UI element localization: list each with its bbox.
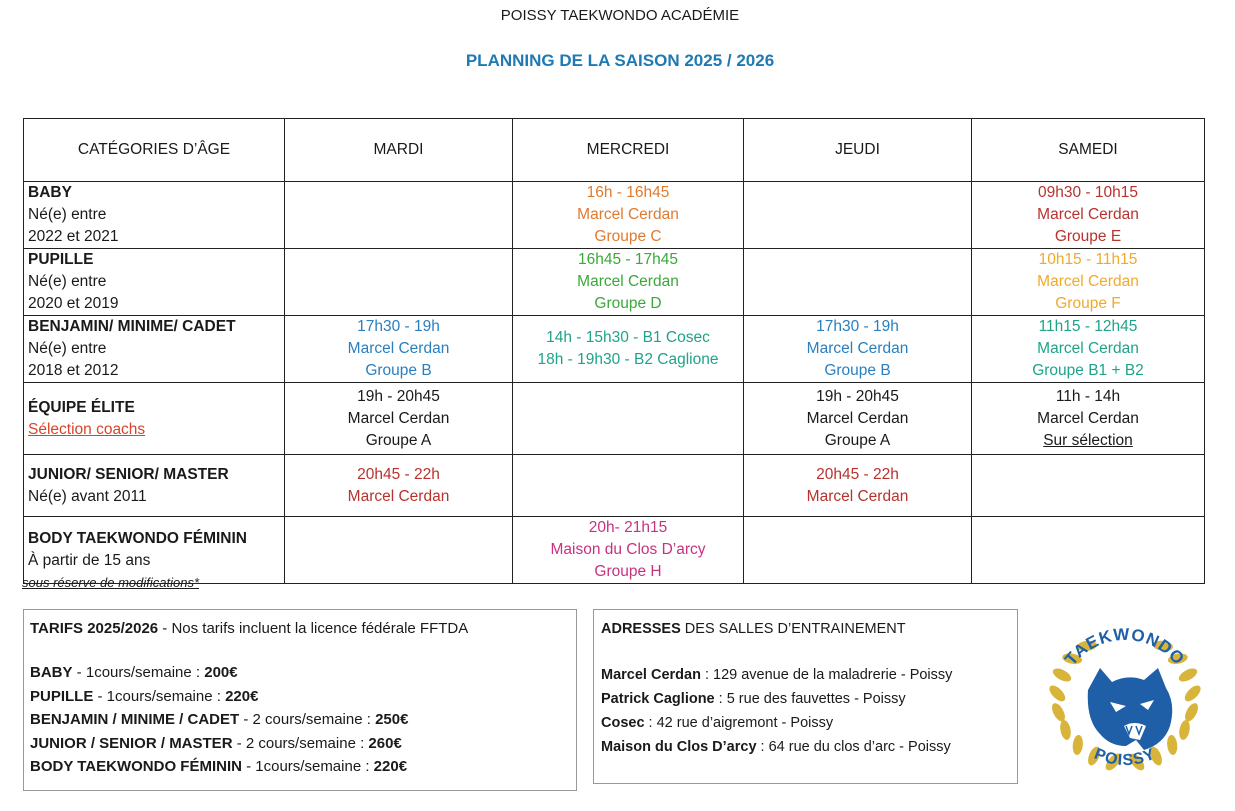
taekwondo-logo [1040,622,1210,782]
category-name: ÉQUIPE ÉLITE [28,398,135,416]
disclaimer-note: sous réserve de modifications* [22,575,200,590]
header-mardi: MARDI [285,119,513,182]
slot-samedi [972,316,1205,383]
slot-mercredi [513,182,744,249]
category-detail: 2018 et 2012 [28,362,119,379]
header-categories: CATÉGORIES D’ÂGE [24,119,285,182]
slot-time: 11h15 - 12h45 [1038,318,1138,335]
table-row-body-taekwondo-feminin [24,517,1205,584]
slot-time: 20h45 - 22h [357,465,440,483]
slot-info: Marcel Cerdan [806,409,909,427]
adresses-title: ADRESSES DES SALLES D’ENTRAINEMENT [601,621,906,637]
slot-info: Groupe B1 + B2 [1032,362,1144,379]
category-cell [24,383,285,455]
slot-samedi [972,383,1205,455]
slot-samedi [972,517,1205,584]
slot-info: Marcel Cerdan [577,273,679,290]
slot-mardi [285,455,513,517]
slot-mercredi [513,383,744,455]
slot-samedi [972,182,1205,249]
slot-time: 17h30 - 19h [357,318,440,335]
category-detail: Né(e) entre [28,340,107,357]
tarif-row: BODY TAEKWONDO FÉMININ - 1cours/semaine : 220€ [30,758,408,775]
slot-info: Sur sélection [1043,431,1133,449]
slot-info: Groupe D [594,295,662,312]
slot-info: Groupe E [1054,228,1122,245]
slot-time: 09h30 - 10h15 [1038,184,1138,201]
slot-time: 19h - 20h45 [357,387,440,405]
selection-coachs-link[interactable]: Sélection coachs [28,420,146,438]
slot-info: Marcel Cerdan [577,206,679,223]
slot-mercredi [513,249,744,316]
tarif-row: BENJAMIN / MINIME / CADET - 2 cours/semaine : 250€ [30,711,409,728]
table-row-baby [24,182,1205,249]
slot-info: Groupe H [594,563,662,580]
slot-samedi [972,455,1205,517]
slot-mardi [285,182,513,249]
category-detail: À partir de 15 ans [28,552,151,569]
slot-info: Maison du Clos D’arcy [550,541,706,558]
category-detail: Né(e) entre [28,206,107,223]
adresse-row: Marcel Cerdan : 129 avenue de la maladrerie - Poissy [601,667,953,683]
slot-mardi [285,383,513,455]
logo-text-top: TAEKWONDO [1061,624,1189,669]
slot-mardi [285,249,513,316]
slot-info: Marcel Cerdan [347,487,450,505]
slot-info: Groupe C [594,228,662,245]
table-header-row [24,119,1205,182]
slot-info: 18h - 19h30 - B2 Caglione [537,351,719,368]
slot-info: Marcel Cerdan [806,340,909,357]
slot-info: Marcel Cerdan [1037,340,1139,357]
schedule-table [23,118,1205,584]
slot-time: 16h45 - 17h45 [578,251,678,268]
adresse-row: Maison du Clos D’arcy : 64 rue du clos d’arc - Poissy [601,739,951,755]
slot-jeudi [744,249,972,316]
slot-info: Marcel Cerdan [1037,206,1139,223]
slot-time: 10h15 - 11h15 [1038,251,1138,268]
category-name: BENJAMIN/ MINIME/ CADET [28,318,236,335]
slot-info: Marcel Cerdan [347,340,450,357]
slot-mardi [285,316,513,383]
slot-time: 20h45 - 22h [816,465,899,483]
slot-info: Groupe F [1055,295,1121,312]
category-cell [24,182,285,249]
slot-jeudi [744,182,972,249]
header-samedi: SAMEDI [972,119,1205,182]
tarif-row: PUPILLE - 1cours/semaine : 220€ [30,687,259,705]
category-cell [24,316,285,383]
header-jeudi: JEUDI [744,119,972,182]
season-title: PLANNING DE LA SAISON 2025 / 2026 [465,51,775,70]
logo-text-bottom: POISSY [1091,745,1159,770]
club-name: POISSY TAEKWONDO ACADÉMIE [500,7,740,24]
category-detail: Né(e) avant 2011 [28,487,147,505]
table-row-benjamin-minime-cadet [24,316,1205,383]
slot-info: Groupe B [365,362,432,379]
category-name: JUNIOR/ SENIOR/ MASTER [28,465,229,483]
slot-info: Marcel Cerdan [1037,273,1139,290]
slot-samedi [972,249,1205,316]
tarif-row: BABY - 1cours/semaine : 200€ [30,664,238,681]
slot-info: Groupe A [365,431,432,449]
adresse-row: Patrick Caglione : 5 rue des fauvettes - Poissy [601,691,906,707]
category-detail: Né(e) entre [28,273,107,290]
slot-time: 14h - 15h30 - B1 Cosec [546,329,710,346]
tarifs-box [23,609,577,791]
category-cell [24,249,285,316]
slot-time: 20h- 21h15 [588,519,668,536]
category-name: BODY TAEKWONDO FÉMININ [28,530,248,547]
header-mercredi: MERCREDI [513,119,744,182]
category-detail: 2020 et 2019 [28,295,119,312]
slot-mercredi [513,517,744,584]
slot-jeudi [744,517,972,584]
tarifs-title: TARIFS 2025/2026 - Nos tarifs incluent la licence fédérale FFTDA [30,620,469,637]
slot-jeudi [744,316,972,383]
adresses-box [593,609,1018,784]
slot-info: Groupe A [824,431,891,449]
slot-time: 19h - 20h45 [816,387,899,405]
panther-head-icon [1088,668,1173,750]
slot-mercredi [513,455,744,517]
table-row-equipe-elite [24,383,1205,455]
slot-jeudi [744,383,972,455]
slot-time: 11h - 14h [1055,387,1121,405]
slot-time: 17h30 - 19h [816,318,899,335]
slot-info: Marcel Cerdan [806,487,909,505]
table-row-pupille [24,249,1205,316]
tarif-row: JUNIOR / SENIOR / MASTER - 2 cours/semaine : 260€ [30,734,402,752]
adresse-row: Cosec : 42 rue d’aigremont - Poissy [601,715,834,731]
category-name: BABY [28,184,72,201]
slot-time: 16h - 16h45 [586,184,670,201]
category-name: PUPILLE [28,251,94,268]
category-cell [24,455,285,517]
slot-info: Groupe B [824,362,891,379]
category-detail: 2022 et 2021 [28,228,119,245]
slot-mardi [285,517,513,584]
slot-jeudi [744,455,972,517]
slot-info: Marcel Cerdan [1037,409,1139,427]
category-cell [24,517,285,584]
slot-info: Marcel Cerdan [347,409,450,427]
table-row-junior-senior-master [24,455,1205,517]
slot-mercredi [513,316,744,383]
